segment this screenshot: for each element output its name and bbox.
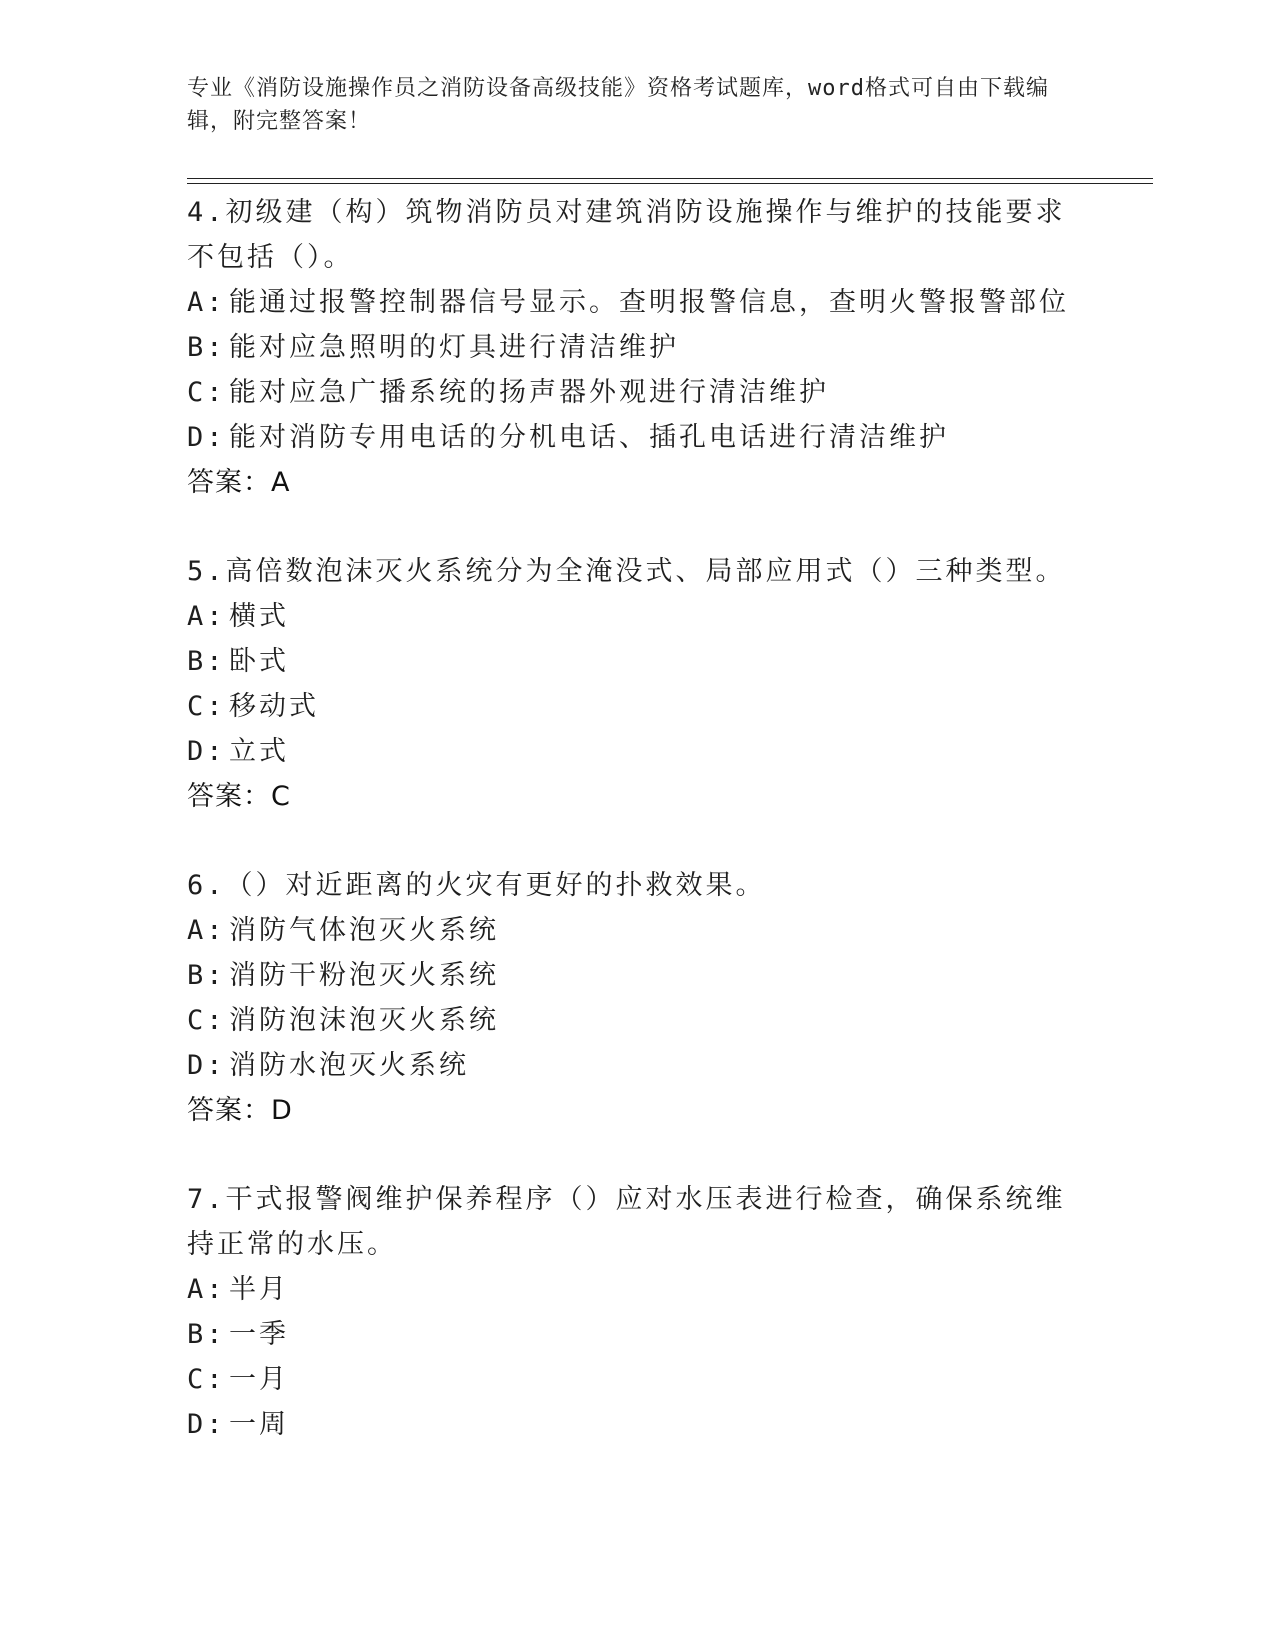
option-a <box>187 280 1087 325</box>
option-text: 能通过报警控制器信号显示。查明报警信息，查明火警报警部位 <box>229 287 1069 318</box>
question-stem: 7.干式报警阀维护保养程序（）应对水压表进行检查，确保系统维持正常的水压。 <box>187 1184 1066 1260</box>
option-b <box>187 1312 1087 1357</box>
question-list <box>187 190 1087 1491</box>
option-key: A: <box>187 287 226 318</box>
option-d <box>187 729 1087 774</box>
option-text: 卧式 <box>229 646 289 677</box>
option-a <box>187 1267 1087 1312</box>
option-key: C: <box>187 691 226 722</box>
option-text: 消防干粉泡灭火系统 <box>229 960 499 991</box>
option-c <box>187 684 1087 729</box>
option-key: D: <box>187 422 226 453</box>
document-header: 专业《消防设施操作员之消防设备高级技能》资格考试题库，word格式可自由下载编辑，附完整答案！ <box>187 76 1049 134</box>
option-a <box>187 908 1087 953</box>
option-key: D: <box>187 1409 226 1440</box>
option-key: C: <box>187 377 226 408</box>
option-c <box>187 998 1087 1043</box>
option-text: 移动式 <box>229 691 319 722</box>
option-d <box>187 1043 1087 1088</box>
answer-line: 答案：C <box>187 781 291 812</box>
option-text: 能对应急广播系统的扬声器外观进行清洁维护 <box>229 377 829 408</box>
option-key: D: <box>187 1050 226 1081</box>
question-5 <box>187 549 1087 819</box>
option-key: B: <box>187 960 226 991</box>
option-key: A: <box>187 1274 226 1305</box>
option-key: B: <box>187 1319 226 1350</box>
question-7 <box>187 1177 1087 1447</box>
question-stem: 5.高倍数泡沫灭火系统分为全淹没式、局部应用式（）三种类型。 <box>187 556 1066 587</box>
answer-line: 答案：A <box>187 467 291 498</box>
option-key: B: <box>187 332 226 363</box>
option-b <box>187 325 1087 370</box>
option-text: 一月 <box>229 1364 289 1395</box>
option-text: 消防气体泡灭火系统 <box>229 915 499 946</box>
header-rule-top <box>187 178 1153 179</box>
option-text: 一周 <box>229 1409 289 1440</box>
question-stem: 6.（）对近距离的火灾有更好的扑救效果。 <box>187 870 766 901</box>
option-b <box>187 639 1087 684</box>
option-key: B: <box>187 646 226 677</box>
answer-line: 答案：D <box>187 1095 293 1126</box>
option-text: 消防水泡灭火系统 <box>229 1050 469 1081</box>
option-key: C: <box>187 1005 226 1036</box>
question-stem: 4.初级建（构）筑物消防员对建筑消防设施操作与维护的技能要求不包括（）。 <box>187 197 1066 273</box>
option-a <box>187 594 1087 639</box>
question-6 <box>187 863 1087 1133</box>
option-d <box>187 1402 1087 1447</box>
option-key: A: <box>187 915 226 946</box>
option-text: 横式 <box>229 601 289 632</box>
option-text: 立式 <box>229 736 289 767</box>
option-key: C: <box>187 1364 226 1395</box>
option-c <box>187 370 1087 415</box>
option-text: 能对消防专用电话的分机电话、插孔电话进行清洁维护 <box>229 422 949 453</box>
option-b <box>187 953 1087 998</box>
option-text: 一季 <box>229 1319 289 1350</box>
option-text: 能对应急照明的灯具进行清洁维护 <box>229 332 679 363</box>
option-c <box>187 1357 1087 1402</box>
option-text: 半月 <box>229 1274 289 1305</box>
question-4 <box>187 190 1087 505</box>
option-key: A: <box>187 601 226 632</box>
option-key: D: <box>187 736 226 767</box>
option-d <box>187 415 1087 460</box>
option-text: 消防泡沫泡灭火系统 <box>229 1005 499 1036</box>
header-rule-bottom <box>187 183 1153 184</box>
